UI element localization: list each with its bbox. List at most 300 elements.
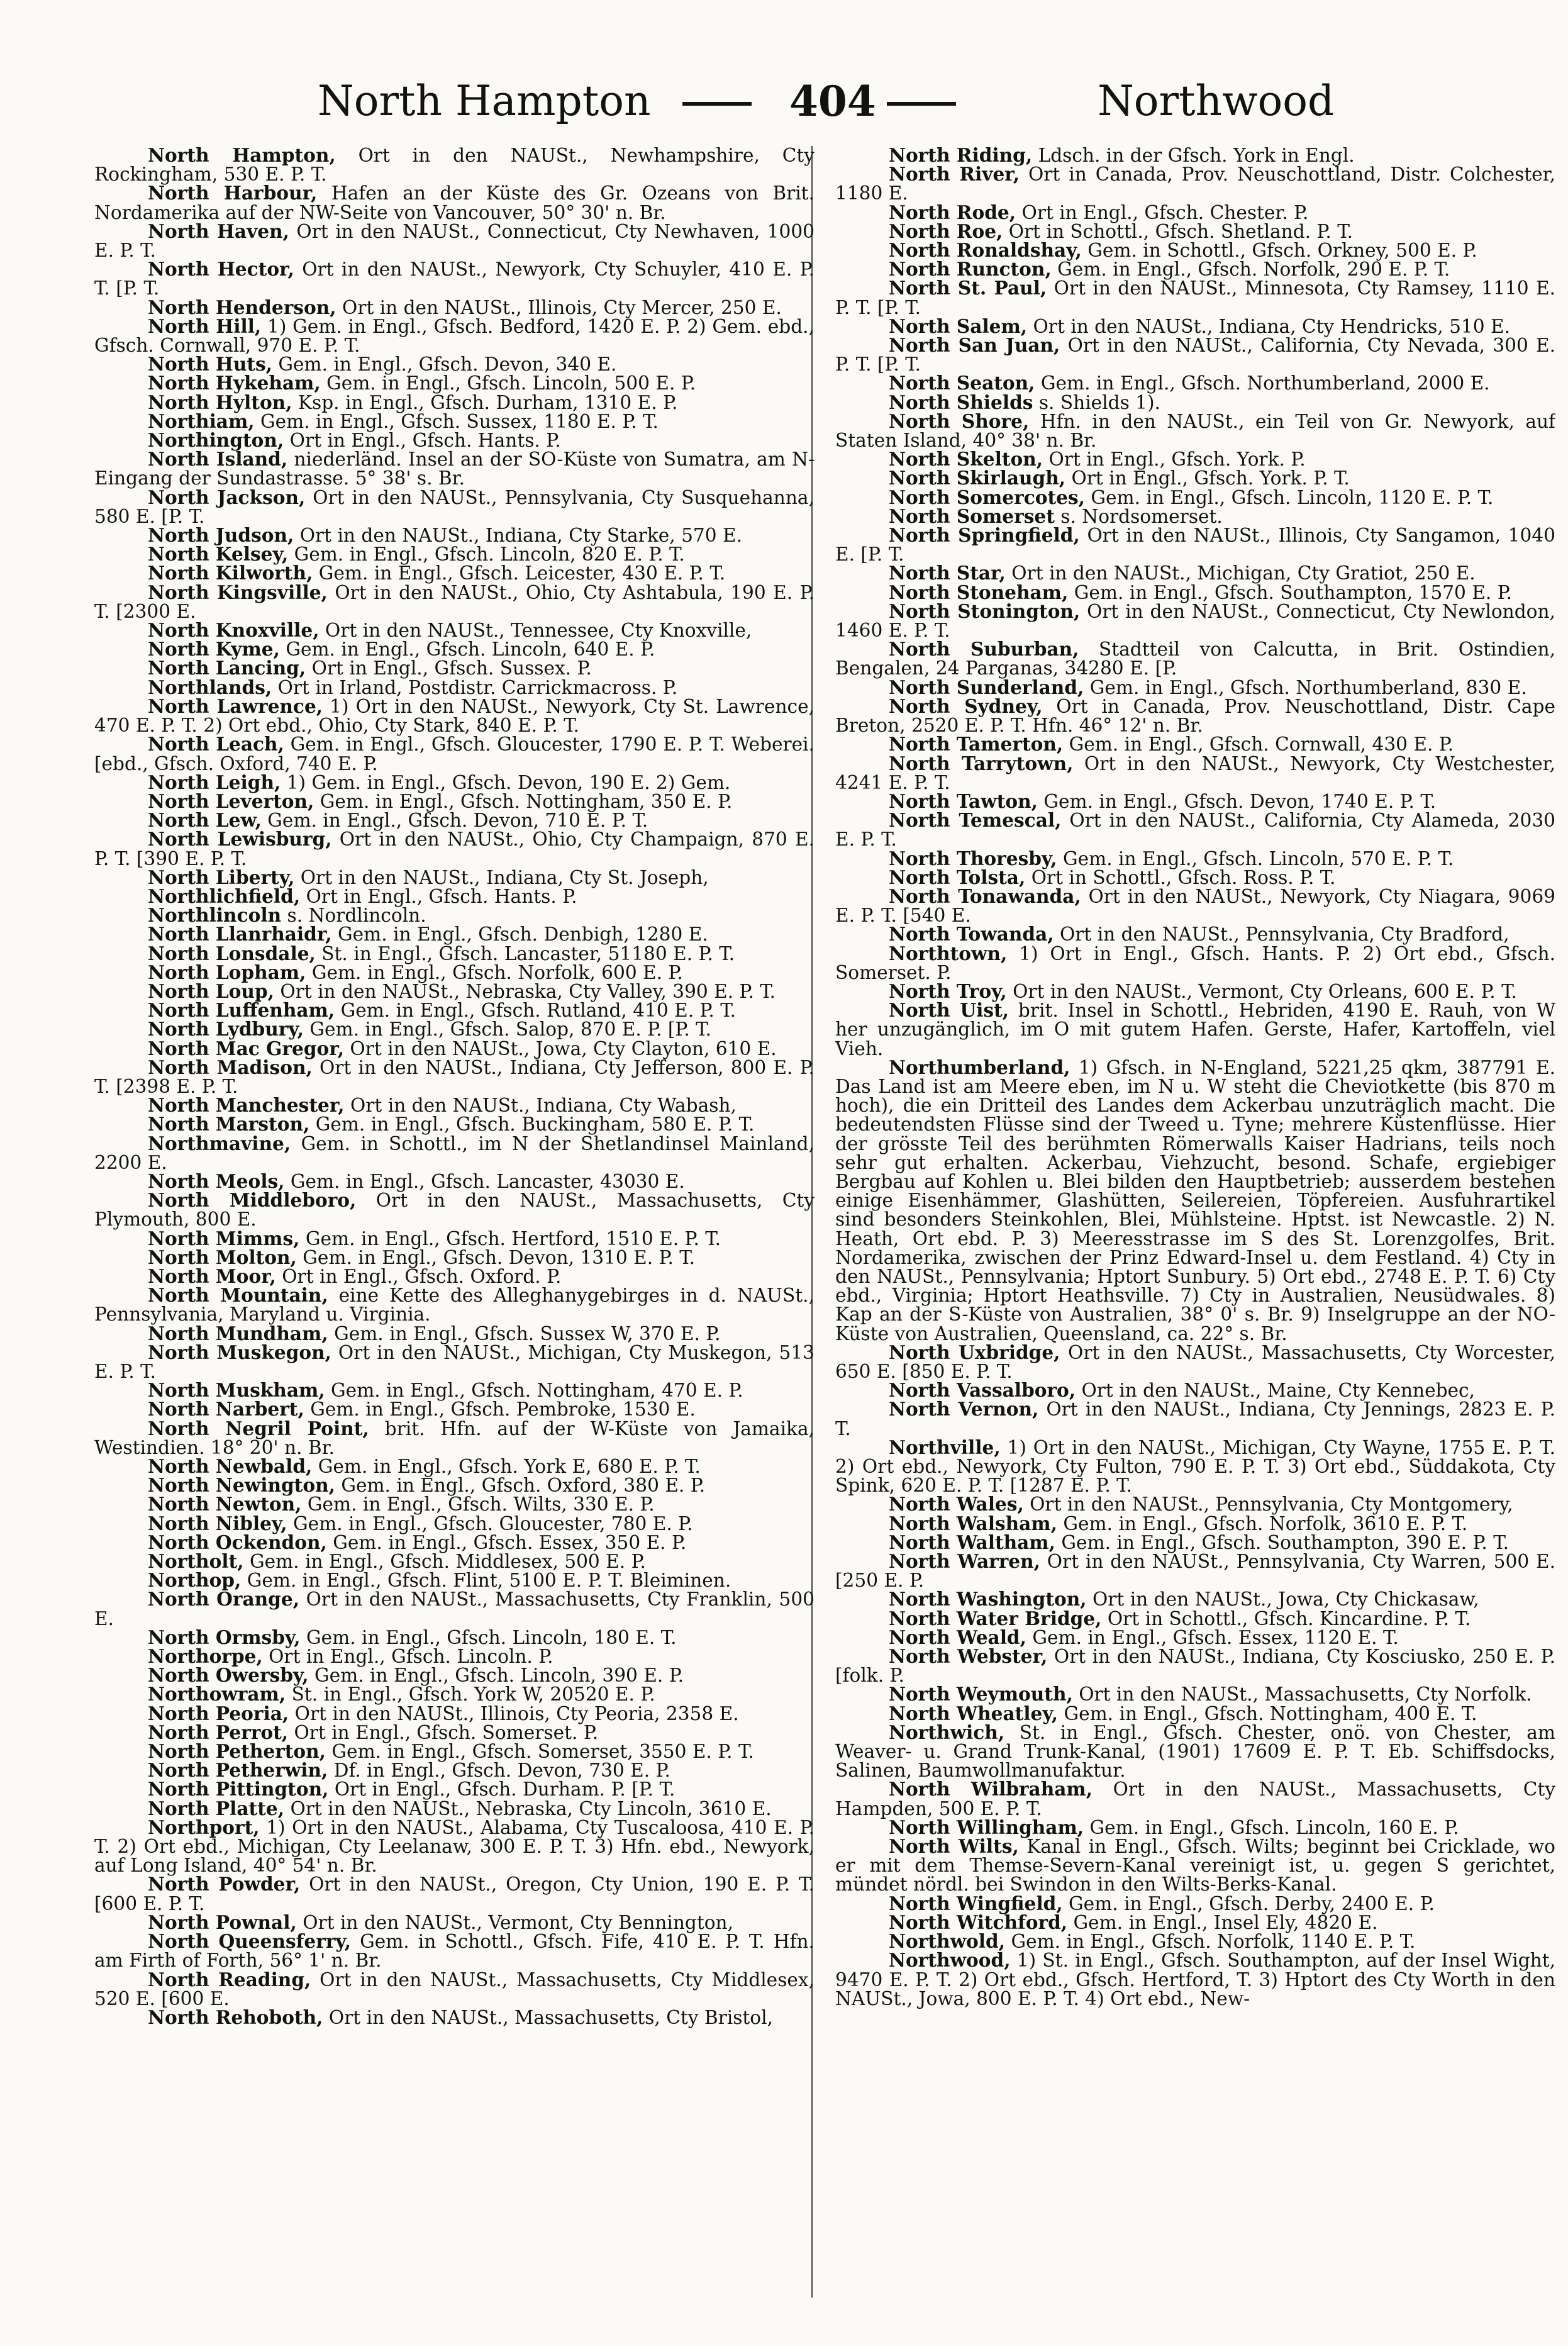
- entry-text: Ldsch. in der Gfsch. York in Engl.: [1038, 146, 1355, 166]
- entry-headword: North St. Paul,: [889, 277, 1047, 299]
- entry-text: Gem. in Engl., Gfsch. Denbigh, 1280 E.: [338, 924, 708, 946]
- entry-text: Gem. in Engl., Gfsch. Lincoln, 570 E. P. T.: [1063, 847, 1454, 869]
- entry-headword: Northlands,: [148, 676, 272, 698]
- gazetteer-entry: [835, 925, 1555, 944]
- entry-headword: North Hampton,: [148, 146, 336, 166]
- gazetteer-entry: [94, 1115, 815, 1134]
- entry-text: Stadtteil von Calcutta, in Brit. Ostindien, Bengalen, 24 Parganas, 34280 E. [P.: [835, 639, 1555, 679]
- entry-text: Df. in Engl., Gfsch. Devon, 730 E. P.: [333, 1760, 670, 1782]
- entry-headword: North Madison,: [148, 1056, 313, 1078]
- entry-headword: Northowram,: [148, 1683, 286, 1706]
- entry-text: Gem. in Schottl., im N der Shetlandinsel Mainland, 2200 E.: [94, 1132, 815, 1173]
- gazetteer-entry: [94, 526, 815, 545]
- entry-headword: North Somercotes,: [889, 486, 1085, 508]
- entry-headword: North Wilbraham,: [889, 1778, 1093, 1801]
- gazetteer-entry: [94, 583, 815, 621]
- gazetteer-entry: [835, 678, 1555, 697]
- entry-text: Ort in den NAUSt., Vermont, Cty Bennington,: [303, 1911, 734, 1933]
- entry-text: Gem. in Engl., Gfsch. Norfolk, 600 E. P.: [311, 961, 683, 983]
- entry-text: Ort in Schottl., Gfsch. Kincardine. P. T.: [1107, 1607, 1471, 1629]
- gazetteer-entry: [94, 1476, 815, 1495]
- entry-text: Ort in den NAUSt., Illinois, Cty Mercer, 250 E.: [342, 296, 782, 318]
- entry-text: Ort in Irland, Postdistr. Carrickmacross. P.: [277, 676, 678, 698]
- entry-text: Ort in den NAUSt., Indiana, Cty Jefferson, 800 E. P. T. [2398 E. P. T.: [94, 1056, 815, 1097]
- entry-text: Ort in den NAUSt., Minnesota, Cty Ramsey, 1110 E. P. T. [P. T.: [835, 277, 1555, 318]
- entry-text: 1) Gfsch. in N-England, 5221,25 qkm, 387791 E. Das Land ist am Meere eben, im N u. W steht die Cheviotkette (bis 870 m hoch), die ein Dritteil des Landes dem Ackerbau unzuträglich macht. Die bedeutendsten Flüsse sind der Tweed u. Tyne; mehrere Küstenflüsse. Hier der grösste Teil des berühmten Römerwalls Kaiser Hadrians, teils noch sehr gut erhalten. Ackerbau, Viehzucht, besond. Schafe, ergiebiger Bergbau auf Kohlen u. Blei bilden den Hauptbetrieb; ausserdem bestehen einige Eisenhämmer, Glashütten, Seilereien, Töpfereien. Ausfuhrartikel sind besonders Steinkohlen, Blei, Mühlsteine. Hptst. ist Newcastle. 2) N. Heath, Ort ebd. P. 3) Meeresstrasse im S des St. Lorenzgolfes, Brit. Nordamerika, zwischen der Prinz Edward-Insel u. dem Festland. 4) Cty in den NAUSt., Pennsylvania; Hptort Sunbury. 5) Ort ebd., 2748 E. P. T. 6) Cty ebd., Virginia; Hptort Heathsville. 7) Cty in Australien, Neusüdwales. 8) Kap an der S-Küste von Australien, 38° 0' s. Br. 9) Inselgruppe an der NO-Küste von Australien, Queensland, ca. 22° s. Br.: [835, 1056, 1555, 1344]
- entry-text: Ort in den NAUSt., Indiana, Cty Wabash,: [350, 1095, 737, 1117]
- entry-text: Gem. in Engl., Gfsch. Lincoln, 390 E. P.: [314, 1665, 684, 1687]
- gazetteer-entry: [94, 1058, 815, 1096]
- entry-text: Ort in Engl., Gfsch. Sussex. P.: [311, 657, 592, 679]
- entry-headword: Northmavine,: [148, 1132, 291, 1154]
- entry-text: Gem. in Engl., Gfsch. Nottingham, 350 E. P.: [320, 790, 733, 812]
- entry-headword: North Wales,: [889, 1493, 1024, 1516]
- entry-text: Gem. in Engl., Gfsch. Hertford, 1510 E. P. T.: [305, 1227, 721, 1249]
- entry-text: Gem. in Engl., Gfsch. Lincoln, 1120 E. P. T.: [1091, 486, 1494, 508]
- entry-text: Ort in den NAUSt., Indiana, Cty Jennings, 2823 E. P. T.: [835, 1399, 1555, 1439]
- entry-headword: North Queensferry,: [148, 1930, 352, 1953]
- entry-text: Ort in Canada, Prov. Neuschottland, Distr. Colchester, 1180 E.: [835, 164, 1555, 204]
- gazetteer-entry: [835, 583, 1555, 602]
- entry-headword: Northumberland,: [889, 1056, 1070, 1078]
- entry-headword: North Tolsta,: [889, 866, 1026, 888]
- entry-headword: North Island,: [148, 448, 288, 471]
- gazetteer-entry: [835, 279, 1555, 316]
- entry-text: Ort in Engl., Gfsch. York. P.: [1048, 449, 1306, 471]
- entry-headword: North Somerset: [889, 505, 1055, 527]
- entry-text: St. in Engl., Gfsch. York W, 20520 E. P.: [291, 1684, 655, 1706]
- gazetteer-entry: [94, 735, 815, 773]
- gazetteer-entry: [835, 1609, 1555, 1628]
- gazetteer-entry: [835, 1894, 1555, 1913]
- gazetteer-entry: [835, 1514, 1555, 1533]
- entry-headword: North Temescal,: [889, 809, 1062, 832]
- entry-headword: North Hylton,: [148, 391, 292, 413]
- entry-text: Gem. in Engl., Gfsch. Northumberland, 830 E.: [1089, 676, 1527, 698]
- entry-headword: North Tamerton,: [889, 733, 1064, 756]
- entry-headword: North Runcton,: [889, 258, 1052, 281]
- gazetteer-entry: [835, 792, 1555, 811]
- gazetteer-entry: [94, 1571, 815, 1590]
- gazetteer-entry: [94, 1704, 815, 1723]
- page-number: 404: [789, 77, 876, 126]
- gazetteer-entry: [835, 1932, 1555, 1951]
- gazetteer-entry: [835, 1495, 1555, 1514]
- entry-headword: North San Juan,: [889, 334, 1060, 357]
- entry-headword: North Towanda,: [889, 923, 1054, 946]
- entry-text: Ort in den NAUSt., Massachusetts, Cty Hampden, 500 E. P. T.: [835, 1779, 1555, 1819]
- gazetteer-entry: [835, 1837, 1555, 1894]
- entry-headword: North Water Bridge,: [889, 1607, 1102, 1629]
- entry-headword: North Moor,: [148, 1265, 276, 1287]
- entry-text: Gem. in Engl., Gfsch. Gloucester, 1790 E. P. T. Weberei. [ebd., Gfsch. Oxford, 740 E. P.: [94, 734, 815, 774]
- entry-text: Ort in den NAUSt., Newyork, Cty Niagara, 9069 E. P. T. [540 E.: [835, 885, 1555, 927]
- gazetteer-entry: [835, 450, 1555, 469]
- gazetteer-entry: [835, 1381, 1555, 1400]
- entry-headword: North Rehoboth,: [148, 2006, 323, 2028]
- gazetteer-entry: [835, 640, 1555, 678]
- gazetteer-entry: [835, 1552, 1555, 1590]
- gazetteer-entry: [835, 1590, 1555, 1609]
- entry-headword: North Jackson,: [148, 486, 306, 508]
- entry-text: Ort in den NAUSt., Illinois, Cty Sangamon, 1040 E. [P. T.: [835, 525, 1555, 566]
- entry-text: Gem. in Engl., Gfsch. Devon, 340 E.: [278, 354, 617, 376]
- entry-headword: North Hykeham,: [148, 372, 321, 394]
- entry-text: Ort in Schottl., Gfsch. Shetland. P. T.: [1008, 220, 1354, 242]
- entry-headword: Northorpe,: [148, 1645, 263, 1668]
- gazetteer-entry: [94, 450, 815, 488]
- entry-text: Gem. in Engl., Gfsch. Leicester, 430 E. P. T.: [318, 562, 726, 584]
- entry-headword: North Sydney,: [889, 695, 1043, 717]
- gazetteer-entry: [835, 1438, 1555, 1495]
- entry-text: Gem. in Engl., Gfsch. Sussex W, 370 E. P.: [334, 1322, 721, 1344]
- gazetteer-entry: [94, 1039, 815, 1058]
- entry-text: Ort in den NAUSt., Nebraska, Cty Valley, 390 E. P. T.: [280, 980, 776, 1002]
- gazetteer-entry: [94, 1723, 815, 1742]
- entry-text: Ort in Engl., Gfsch. Hants. P.: [306, 885, 577, 907]
- gazetteer-entry: [835, 982, 1555, 1001]
- entry-text: Ort in den NAUSt., Indiana, Cty Starke, 570 E.: [299, 525, 742, 547]
- gazetteer-entry: [835, 241, 1555, 260]
- entry-headword: North Springfield,: [889, 524, 1080, 547]
- entry-text: Gem. in Engl., Gfsch. Southampton, 390 E. P. T.: [1061, 1531, 1510, 1553]
- gazetteer-entry: [94, 621, 815, 640]
- entry-text: Gem. in Engl., Gfsch. Salop, 870 E. P. [P. T.: [309, 1019, 711, 1041]
- entry-text: Gem. in Engl., Gfsch. Essex, 1120 E. T.: [1032, 1626, 1399, 1648]
- gazetteer-entry: [835, 1533, 1555, 1552]
- entry-text: Ort in den NAUSt., California, Cty Alameda, 2030 E. P. T.: [835, 810, 1555, 851]
- entry-headword: North Seaton,: [889, 372, 1035, 394]
- gazetteer-entry: [835, 602, 1555, 640]
- entry-headword: Northwood,: [889, 1949, 1011, 1972]
- gazetteer-entry: [94, 1628, 815, 1647]
- entry-text: Gem. in Schottl., Gfsch. Orkney, 500 E. P.: [1087, 240, 1477, 262]
- running-head-right: Northwood: [1098, 77, 1335, 125]
- entry-headword: North Kelsey,: [148, 543, 289, 566]
- entry-headword: North Sunderland,: [889, 676, 1084, 698]
- entry-headword: North Negril Point,: [148, 1417, 369, 1439]
- gazetteer-entry: [94, 811, 815, 830]
- gazetteer-entry: [835, 1647, 1555, 1685]
- entry-headword: North Petherton,: [148, 1740, 326, 1763]
- gazetteer-entry: [94, 393, 815, 412]
- entry-text: Gem. in Engl., Gfsch. Lincoln, 160 E. P.: [1089, 1816, 1459, 1838]
- entry-text: Ort in den NAUSt., Massachusetts, Cty Plymouth, 800 E.: [94, 1190, 815, 1231]
- entry-headword: North Haven,: [148, 220, 289, 242]
- entry-text: Ort in den NAUSt., Vermont, Cty Orleans, 600 E. P. T.: [1013, 980, 1517, 1002]
- entry-headword: Northwold,: [889, 1930, 1006, 1953]
- entry-text: Ort in den NAUSt., California, Cty Nevada, 300 E. P. T. [P. T.: [835, 335, 1555, 376]
- entry-text: Gem. in Engl., Gfsch. Essex, 350 E. P.: [333, 1531, 687, 1553]
- gazetteer-entry: [835, 260, 1555, 279]
- gazetteer-entry: [94, 1134, 815, 1172]
- entry-headword: North Skelton,: [889, 448, 1043, 471]
- entry-text: Ort in den NAUSt., Massachusetts, Cty Worcester, 650 E. [850 E. P. T.: [835, 1341, 1555, 1382]
- gazetteer-entry: [94, 1248, 815, 1267]
- gazetteer-entry: [835, 488, 1555, 507]
- gazetteer-entry: [94, 659, 815, 678]
- gazetteer-entry: [94, 1229, 815, 1248]
- entry-text: Gem. in Engl., Gfsch. Sussex, 1180 E. P. T.: [260, 410, 659, 432]
- entry-text: St. in Engl., Gfsch. Lancaster, 51180 E. P. T.: [321, 942, 735, 964]
- gazetteer-entry: [94, 1267, 815, 1286]
- entry-headword: North Perrot,: [148, 1721, 289, 1743]
- entry-text: Ort in den NAUSt., Massachusetts, Cty Bristol,: [328, 2006, 773, 2028]
- entry-headword: Northwich,: [889, 1721, 1005, 1743]
- gazetteer-entry: [835, 697, 1555, 735]
- entry-headword: North Suburban,: [889, 638, 1079, 661]
- entry-headword: North Lancing,: [148, 657, 306, 679]
- entry-headword: North Roe,: [889, 220, 1003, 242]
- entry-headword: North Rode,: [889, 201, 1016, 223]
- gazetteer-entry: [835, 811, 1555, 849]
- entry-headword: North Petherwin,: [148, 1759, 328, 1782]
- entry-text: Gem. in Engl., Gfsch. Somerset, 3550 E. P. T.: [331, 1741, 754, 1763]
- entry-headword: North Leach,: [148, 733, 284, 756]
- entry-text: 1) St. in Engl., Gfsch. Southampton, auf der Insel Wight, 9470 E. P. T. 2) Ort ebd., Gfsch. Hertford, T. 3) Hptort des Cty Worth in den NAUSt., Jowa, 800 E. P. T. 4) Ort ebd., New-: [835, 1950, 1555, 2009]
- gazetteer-entry: [835, 526, 1555, 564]
- gazetteer-entry: [94, 488, 815, 526]
- entry-text: Ort in den NAUSt., Massachusetts, Cty Middlesex, 520 E. [600 E.: [94, 1969, 815, 2009]
- entry-text: eine Kette des Alleghanygebirges in d. NAUSt., Pennsylvania, Maryland u. Virginia.: [94, 1285, 815, 1326]
- entry-text: Gem. in Engl., Gfsch. Nottingham, 400 E. T.: [1064, 1702, 1477, 1724]
- entry-text: Gem. in Engl., Gfsch. Southampton, 1570 E. P.: [1074, 581, 1513, 603]
- gazetteer-entry: [835, 165, 1555, 203]
- entry-headword: Northington,: [148, 429, 284, 452]
- gazetteer-entry: [94, 1913, 815, 1932]
- entry-headword: North Warren,: [889, 1550, 1040, 1573]
- entry-text: Ort in den NAUSt., Michigan, Cty Gratiot, 250 E.: [1011, 562, 1476, 584]
- gazetteer-entry: [94, 1932, 815, 1970]
- entry-text: Gem. in Engl., Gfsch. Gloucester, 780 E. P.: [293, 1512, 693, 1534]
- gazetteer-entry: [94, 678, 815, 697]
- gazetteer-entry: [835, 564, 1555, 583]
- entry-text: 1) Ort in den NAUSt., Newyork, Cty St. Lawrence, 470 E. P. T. 2) Ort ebd., Ohio, Cty Stark, 840 E. P. T.: [94, 695, 815, 737]
- entry-headword: North Mimms,: [148, 1227, 300, 1249]
- gazetteer-entry: [94, 222, 815, 260]
- entry-text: Ort in den NAUSt., Newyork, Cty Westchester, 4241 E. P. T.: [835, 752, 1555, 793]
- gazetteer-entry: [94, 1552, 815, 1571]
- gazetteer-entry: [835, 1400, 1555, 1438]
- entry-text: Ort in den NAUSt., Jowa, Cty Clayton, 610 E.: [350, 1037, 777, 1059]
- entry-headword: North Ockendon,: [148, 1531, 327, 1553]
- entry-text: Ort in Canada, Prov. Neuschottland, Distr. Cape Breton, 2520 E. P. T. Hfn. 46° 12' n. Br.: [835, 695, 1555, 737]
- entry-text: Ort in Schottl., Gfsch. Ross. P. T.: [1031, 866, 1336, 888]
- entry-headword: Northtown,: [889, 942, 1008, 964]
- entry-headword: Northville,: [889, 1436, 1001, 1458]
- gazetteer-entry: [94, 1647, 815, 1666]
- gazetteer-entry: [835, 944, 1555, 982]
- gazetteer-entry: [94, 1799, 815, 1818]
- entry-text: Ort in den NAUSt., Indiana, Cty Hendricks, 510 E.: [1033, 315, 1511, 337]
- entry-text: Ort in den NAUSt., Tennessee, Cty Knoxville,: [325, 620, 752, 642]
- entry-headword: North Webster,: [889, 1645, 1048, 1668]
- gazetteer-entry: [835, 1780, 1555, 1818]
- entry-headword: North Pittington,: [148, 1778, 329, 1801]
- entry-text: Ort in den NAUSt., Ohio, Cty Ashtabula, 190 E. P. T. [2300 E.: [94, 581, 815, 622]
- entry-headword: North Judson,: [148, 524, 294, 547]
- gazetteer-entry: [94, 868, 815, 887]
- entry-text: Ort in Engl., Gfsch. Lincoln. P.: [269, 1646, 553, 1668]
- gazetteer-entry: [94, 1761, 815, 1780]
- entry-text: Gem. in Engl., Gfsch. Norfolk, 290 E. P. T.: [1057, 259, 1450, 281]
- entry-text: Gem. in Engl., Gfsch. Lincoln, 500 E. P.: [326, 372, 696, 394]
- gazetteer-entry: [94, 1875, 815, 1913]
- gazetteer-entry: [94, 1685, 815, 1704]
- entry-headword: North Reading,: [148, 1968, 311, 1991]
- gazetteer-entry: [94, 1514, 815, 1533]
- entry-text: Ort in den NAUSt., Indiana, Cty Kosciusko, 250 E. P. [folk. P.: [835, 1646, 1555, 1687]
- entry-text: 1) Ort in den NAUSt., Michigan, Cty Wayne, 1755 E. P. T. 2) Ort ebd., Newyork, Cty Fulton, 790 E. P. T. 3) Ort ebd., Süddakota, Cty Spink, 620 E. P. T. [1287 E. P. T.: [835, 1436, 1555, 1497]
- entry-text: Gem. in Engl., Gfsch. York E, 680 E. P. T.: [318, 1456, 701, 1478]
- entry-headword: North River,: [889, 163, 1020, 186]
- entry-headword: North Salem,: [889, 315, 1028, 337]
- entry-headword: North Llanrhaidr,: [148, 923, 332, 946]
- gazetteer-entry: [94, 792, 815, 811]
- entry-text: Gem. in Engl., Gfsch. Rutland, 410 E. P. T.: [340, 1000, 737, 1022]
- entry-headword: North Shields: [889, 391, 1033, 413]
- entry-text: Gem. in Engl., Gfsch. Wilts, 330 E. P.: [307, 1494, 655, 1516]
- entry-text: Ort in den NAUSt., Massachusetts, Cty Norfolk.: [1079, 1684, 1532, 1706]
- entry-headword: North Peoria,: [148, 1702, 289, 1724]
- entry-text: Gem. in Engl., Gfsch. Devon, 1740 E. P. T.: [1043, 790, 1437, 812]
- gazetteer-entry: [94, 374, 815, 393]
- gazetteer-entry: [94, 982, 815, 1001]
- entry-text: Ort in den NAUSt., Maine, Cty Kennebec,: [1081, 1380, 1476, 1402]
- gazetteer-entry: [94, 830, 815, 868]
- entry-text: Gem. in Engl., Gfsch. Nottingham, 470 E. P.: [331, 1380, 743, 1402]
- entry-headword: North Tarrytown,: [889, 752, 1074, 774]
- entry-text: Gem. in Engl., Gfsch. Lincoln, 180 E. T.: [306, 1626, 677, 1648]
- entry-text: 1) Ort in den NAUSt., Alabama, Cty Tuscaloosa, 410 E. P. T. 2) Ort ebd., Michigan, Cty Leelanaw, 300 E. P. T. 3) Hfn. ebd., Newyork, auf Long Island, 40° 54' n. Br.: [94, 1816, 815, 1877]
- running-head-left: North Hampton: [318, 77, 651, 125]
- gazetteer-entry: [94, 640, 815, 659]
- gazetteer-entry: [94, 887, 815, 906]
- gazetteer-entry: [94, 431, 815, 450]
- entry-text: Ort in den NAUSt., Connecticut, Cty Newlondon, 1460 E. P. T.: [835, 600, 1555, 642]
- gazetteer-entry: [835, 146, 1555, 165]
- entry-text: s. Shields 1).: [1038, 391, 1160, 413]
- gazetteer-entry: [94, 564, 815, 583]
- gazetteer-entry: [835, 1685, 1555, 1704]
- entry-text: 1) Gem. in Engl., Gfsch. Bedford, 1420 E. P. 2) Gem. ebd., Gfsch. Cornwall, 970 E. P. T.: [94, 315, 815, 357]
- entry-text: Gem. in Schottl., Gfsch. Fife, 410 E. P. T. Hfn. am Firth of Forth, 56° 1' n. Br.: [94, 1931, 815, 1972]
- entry-headword: North Wheatley,: [889, 1702, 1059, 1724]
- gazetteer-entry: [835, 1704, 1555, 1723]
- entry-text: Ort in den NAUSt., Massachusetts, Cty Franklin, 500 E.: [94, 1589, 815, 1629]
- gazetteer-entry: [835, 412, 1555, 450]
- entry-text: Gem. in Engl., Gfsch. Norfolk, 1140 E. P. T.: [1011, 1931, 1416, 1953]
- entry-text: 1) Ort in Engl., Gfsch. Hants. P. 2) Ort ebd., Gfsch. Somerset. P.: [835, 942, 1555, 983]
- entry-headword: North Nibley,: [148, 1512, 287, 1534]
- entry-headword: North Waltham,: [889, 1531, 1055, 1553]
- entry-headword: North Loup,: [148, 980, 274, 1002]
- gazetteer-entry: [94, 1533, 815, 1552]
- gazetteer-entry: [94, 1590, 815, 1628]
- right-column: [835, 146, 1555, 2310]
- entry-headword: North Platte,: [148, 1797, 285, 1819]
- entry-headword: North Lonsdale,: [148, 942, 316, 964]
- entry-headword: Northolt,: [148, 1550, 244, 1573]
- entry-headword: Northport,: [148, 1816, 260, 1838]
- entry-headword: North Walsham,: [889, 1512, 1057, 1534]
- gazetteer-entry: [94, 906, 815, 925]
- gazetteer-entry: [94, 1780, 815, 1799]
- entry-headword: Northlichfield,: [148, 885, 301, 907]
- entry-text: Gem. in Engl., Gfsch. Pembroke, 1530 E.: [310, 1399, 696, 1421]
- gazetteer-entry: [94, 925, 815, 944]
- gazetteer-entry: [835, 1818, 1555, 1837]
- entry-headword: Northiam,: [148, 410, 255, 432]
- gazetteer-entry: [835, 754, 1555, 792]
- entry-text: Ort in den NAUSt., Connecticut, Cty Newhaven, 1000 E. P. T.: [94, 220, 815, 262]
- entry-headword: North Newbald,: [148, 1455, 313, 1478]
- entry-headword: North Ronaldshay,: [889, 239, 1082, 262]
- gazetteer-entry: [94, 697, 815, 735]
- gazetteer-entry: [835, 507, 1555, 526]
- gazetteer-entry: [835, 1343, 1555, 1381]
- entry-text: brit. Insel in Schottl., Hebriden, 4190 E. Rauh, von W her unzugänglich, im O mit gutem Hafen. Gerste, Hafer, Kartoffeln, viel Vieh.: [835, 1000, 1555, 1059]
- entry-headword: North Muskegon,: [148, 1341, 331, 1363]
- entry-text: s. Nordsomerset.: [1060, 505, 1223, 527]
- gazetteer-entry: [94, 1096, 815, 1115]
- entry-text: Ort in den NAUSt., Indiana, Cty St. Joseph,: [300, 866, 709, 888]
- entry-text: Gem. in Engl., Gfsch. Middlesex, 500 E. P.: [249, 1551, 646, 1573]
- entry-headword: North Harbour,: [148, 182, 318, 204]
- entry-text: Ort in den NAUSt., Pennsylvania, Cty Bradford,: [1060, 924, 1510, 946]
- gazetteer-entry: [94, 412, 815, 431]
- entry-text: Gem. in Engl., Gfsch. Oxford, 380 E. P.: [341, 1475, 706, 1497]
- entry-headword: Northop,: [148, 1569, 242, 1592]
- entry-headword: North Thoresby,: [889, 847, 1057, 869]
- entry-headword: North Kingsville,: [148, 581, 328, 603]
- entry-text: Hfn. in den NAUSt., ein Teil von Gr. Newyork, auf Staten Island, 40° 38' n. Br.: [835, 410, 1555, 452]
- entry-text: Ort in Engl., Gfsch. Durham. P. [P. T.: [334, 1779, 676, 1801]
- entry-text: Ort in den NAUSt., Nebraska, Cty Lincoln, 3610 E.: [290, 1797, 772, 1819]
- entry-text: Ort in den NAUSt., Newyork, Cty Schuyler, 410 E. P. T. [P. T.: [94, 259, 815, 299]
- entry-headword: North Washington,: [889, 1588, 1087, 1611]
- gazetteer-entry: [835, 317, 1555, 336]
- entry-headword: North Marston,: [148, 1113, 310, 1136]
- entry-headword: North Shore,: [889, 410, 1030, 432]
- header-dash-right: [887, 102, 956, 106]
- gazetteer-entry: [94, 1666, 815, 1685]
- entry-text: Gem. in Engl., Gfsch. Cornwall, 430 E. P.: [1069, 734, 1454, 756]
- entry-text: Gem. in Engl., Gfsch. Devon, 710 E. P. T.: [267, 810, 648, 832]
- entry-headword: North Witchford,: [889, 1911, 1068, 1933]
- entry-text: Gem. in Engl., Gfsch. Lincoln, 820 E. P. T.: [294, 544, 685, 566]
- entry-headword: North Mundham,: [148, 1322, 328, 1344]
- gazetteer-entry: [94, 1172, 815, 1191]
- entry-headword: North Skirlaugh,: [889, 467, 1066, 489]
- entry-headword: North Wingfield,: [889, 1892, 1063, 1914]
- gazetteer-entry: [94, 944, 815, 963]
- left-column: [94, 146, 815, 2310]
- entry-headword: North Uxbridge,: [889, 1341, 1060, 1363]
- entry-headword: North Stoneham,: [889, 581, 1069, 603]
- entry-headword: North Uist,: [889, 999, 1009, 1022]
- entry-headword: North Vernon,: [889, 1398, 1039, 1421]
- entry-headword: North Hill,: [148, 315, 262, 337]
- entry-text: Ort in Engl., Gfsch. Chester. P.: [1021, 201, 1309, 223]
- gazetteer-entry: [94, 146, 815, 184]
- gazetteer-entry: [835, 887, 1555, 925]
- gazetteer-entry: [94, 1001, 815, 1020]
- entry-text: Gem. in Engl., Gfsch. Flint, 5100 E. P. T. Bleiminen.: [247, 1570, 731, 1592]
- gazetteer-entry: [94, 1343, 815, 1381]
- entry-text: Ort in den NAUSt., Illinois, Cty Peoria, 2358 E.: [294, 1702, 739, 1724]
- gazetteer-entry: [94, 1286, 815, 1324]
